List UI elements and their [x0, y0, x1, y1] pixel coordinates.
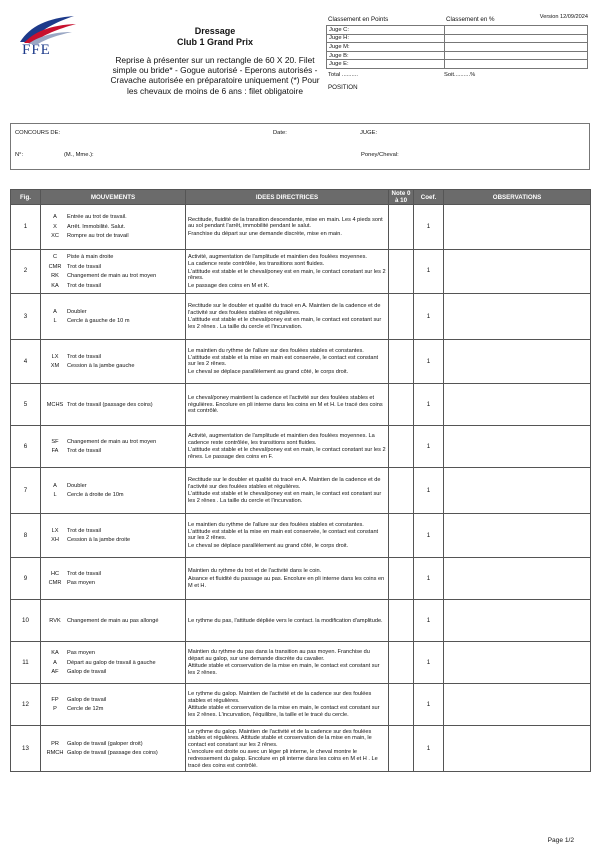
note-input-cell[interactable]: [389, 558, 414, 600]
idea-text: Le cheval/poney maintient la cadence et l'activité sur des foulées stables et régulières. Encolure en pli interne dans les coins en M et H. Le tracé des coins est contrôlé.: [188, 394, 383, 415]
competition-info-box: [10, 123, 590, 170]
total-label: Total ..........: [328, 72, 358, 78]
soit-label: Soit..........%: [444, 72, 476, 78]
note-input-cell[interactable]: [389, 684, 414, 726]
judge-label: Juge M:: [327, 43, 445, 52]
table-row: [11, 426, 591, 468]
coef-value: 1: [414, 514, 444, 558]
movement-code: A: [53, 482, 57, 489]
table-row: [11, 205, 591, 250]
coef-value: 1: [414, 340, 444, 384]
idea-text: Maintien du rythme du trot et de l'activité dans le coin.: [188, 568, 322, 575]
observations-cell[interactable]: [444, 468, 591, 514]
coef-value: 1: [414, 558, 444, 600]
movements-cell: [41, 684, 186, 726]
movement: [43, 580, 183, 587]
position-label: POSITION: [328, 84, 358, 91]
movement: [43, 750, 183, 757]
observations-cell[interactable]: [444, 684, 591, 726]
rider-label: (M., Mme.):: [64, 152, 94, 158]
movement-label: Changement de main au trot moyen: [67, 438, 157, 445]
date-label: Date:: [273, 130, 287, 136]
coef-value: 1: [414, 468, 444, 514]
observations-cell[interactable]: [444, 250, 591, 294]
movement-label: Cercle à droite de 10m: [67, 492, 124, 499]
fig-number: 2: [11, 250, 41, 294]
idea-text: Le cheval se déplace parallèlement au grand côté, le corps droit.: [188, 368, 349, 375]
ideas-cell: [186, 340, 389, 384]
judge-score-cell[interactable]: [445, 34, 588, 43]
fig-number: 6: [11, 426, 41, 468]
coef-value: 1: [414, 684, 444, 726]
ideas-cell: [186, 684, 389, 726]
fig-number: 10: [11, 600, 41, 642]
movement-label: Rompre au trot de travail: [67, 233, 129, 240]
movement: [43, 650, 183, 657]
observations-cell[interactable]: [444, 600, 591, 642]
doc-title: Dressage: [194, 26, 236, 36]
movement: [43, 273, 183, 280]
table-row: [11, 642, 591, 684]
table-row: [11, 340, 591, 384]
judge-label: Juge E:: [327, 60, 445, 69]
movements-cell: [41, 558, 186, 600]
movement: [43, 354, 183, 361]
movement-label: Cession à la jambe gauche: [67, 363, 135, 370]
movement: [43, 254, 183, 261]
idea-text: Rectitude sur le doubler et qualité du tracé en A. Maintien de la cadence et de l'activité sur des foulées stables et régulières.: [188, 303, 381, 316]
header-observations: OBSERVATIONS: [444, 190, 591, 205]
note-input-cell[interactable]: [389, 205, 414, 250]
movement: [43, 264, 183, 271]
movement: [43, 660, 183, 667]
movement: [43, 697, 183, 704]
movement-code: LX: [51, 353, 59, 360]
movement-code: RVK: [49, 617, 61, 624]
header-coef: Coef.: [414, 190, 444, 205]
movement-code: XC: [51, 233, 59, 240]
movement-label: Pas moyen: [67, 649, 95, 656]
movements-cell: [41, 205, 186, 250]
note-input-cell[interactable]: [389, 384, 414, 426]
idea-text: Le rythme du pas, l'attitude dépliée vers le contact. la modification d'amplitude.: [188, 617, 383, 624]
movement-label: Cercle de 12m: [67, 706, 104, 713]
header-mouvements: MOUVEMENTS: [41, 190, 186, 205]
movement: [43, 224, 183, 231]
movement: [43, 363, 183, 370]
movement-label: Piste à main droite: [67, 254, 114, 260]
judge-row: [327, 26, 588, 35]
movement-label: Changement de main au pas allongé: [67, 617, 159, 624]
observations-cell[interactable]: [444, 384, 591, 426]
judge-row: [327, 51, 588, 60]
table-row: [11, 600, 591, 642]
idea-text: Rectitude sur le doubler et qualité du tracé en A. Maintien de la cadence et de l'activité sur des foulées stables et régulières.: [188, 477, 381, 490]
observations-cell[interactable]: [444, 514, 591, 558]
observations-cell[interactable]: [444, 294, 591, 340]
movement: [43, 492, 183, 499]
idea-text: Activité, augmentation de l'amplitude et maintien des foulées moyennes. La cadence reste contrôlée, les transitions sont fluides.: [188, 433, 375, 446]
coef-value: 1: [414, 426, 444, 468]
coef-value: 1: [414, 205, 444, 250]
note-input-cell[interactable]: [389, 642, 414, 684]
version-label: Version 12/09/2024: [539, 14, 588, 20]
ideas-cell: [186, 600, 389, 642]
movements-cell: [41, 426, 186, 468]
movement-label: Galop de travail (passage des coins): [67, 750, 158, 757]
movement-label: Trot de travail: [67, 282, 101, 289]
movement-code: XH: [51, 537, 59, 544]
movement-label: Doubler: [67, 308, 87, 315]
observations-cell[interactable]: [444, 205, 591, 250]
coef-value: 1: [414, 600, 444, 642]
fig-number: 11: [11, 642, 41, 684]
movements-cell: [41, 514, 186, 558]
movements-cell: [41, 642, 186, 684]
idea-text: Le maintien du rythme de l'allure sur des foulées stables et constantes. L'attitude est stable et la mise en main est conservée, le contact est constant sur les 2 rênes.: [188, 522, 379, 542]
movement-code: PR: [51, 740, 59, 747]
page-number: Page 1/2: [547, 837, 574, 844]
idea-text: Activité, augmentation de l'amplitude et maintien des foulées moyennes.: [188, 253, 367, 260]
ideas-cell: [186, 384, 389, 426]
idea-text: Aisance et fluidité du passage au pas. Encolure en pli interne dans les coins en M et H.: [188, 576, 385, 589]
movement-code: RMCH: [46, 750, 64, 757]
ideas-cell: [186, 426, 389, 468]
ideas-cell: [186, 205, 389, 250]
judge-row: [327, 43, 588, 52]
judge-label: Juge B:: [327, 51, 445, 60]
movement-label: Trot de travail: [67, 448, 101, 455]
movement: [43, 318, 183, 325]
movement: [43, 448, 183, 455]
movement: [43, 283, 183, 290]
movements-cell: [41, 726, 186, 772]
movement-label: Entrée au trot de travail.: [67, 214, 127, 221]
movement-code: L: [53, 318, 57, 325]
table-row: [11, 468, 591, 514]
judge-score-cell[interactable]: [445, 60, 588, 69]
note-input-cell[interactable]: [389, 600, 414, 642]
movement: [43, 309, 183, 316]
idea-text: L'attitude est stable et le cheval/poney est en main, le contact constant sur les 2 rênes. Le passage des coins en F.: [188, 447, 386, 460]
table-row: [11, 558, 591, 600]
coef-value: 1: [414, 642, 444, 684]
note-input-cell[interactable]: [389, 468, 414, 514]
coef-value: 1: [414, 726, 444, 772]
idea-text: Attitude stable et conservation de la mise en main, le contact est constant sur les 2 rênes.: [188, 663, 380, 676]
movement-code: A: [53, 308, 57, 315]
idea-text: L'attitude est stable et le cheval/poney est en main, le contact est constant sur les 2 rênes . La taille du cercle et l'incurvation.: [188, 317, 382, 330]
movement-label: Départ au galop de travail à gauche: [67, 659, 156, 666]
doc-subtitle: Club 1 Grand Prix: [176, 37, 254, 47]
idea-text: Le maintien du rythme de l'allure sur des foulées stables et constantes. L'attitude est stable et la mise en main est conservée, le contact est constant sur les 2 rênes.: [188, 348, 379, 368]
movement-label: Cession à la jambe droite: [67, 537, 131, 544]
movement-label: Trot de travail: [67, 263, 101, 270]
number-label: N°:: [15, 152, 24, 158]
movement: [43, 233, 183, 240]
ideas-cell: [186, 642, 389, 684]
idea-text: Le rythme du galop. Maintien de l'activité et de la cadence sur des foulées stables et régulières.: [188, 691, 372, 704]
idea-text: Le cheval se déplace parallèlement au grand côté, le corps droit.: [188, 542, 349, 549]
ideas-cell: [186, 514, 389, 558]
table-row: [11, 294, 591, 340]
judge-row: [327, 34, 588, 43]
judge-label: Juge H:: [327, 34, 445, 43]
fig-number: 13: [11, 726, 41, 772]
note-input-cell[interactable]: [389, 514, 414, 558]
judge-score-cell[interactable]: [445, 26, 588, 35]
movement-code: AF: [51, 669, 59, 676]
fig-number: 12: [11, 684, 41, 726]
movement-code: CMR: [48, 263, 62, 270]
logo-text: FFE: [22, 42, 51, 58]
movement-code: FP: [51, 696, 59, 703]
note-input-cell[interactable]: [389, 426, 414, 468]
movement-label: Pas moyen: [67, 580, 95, 587]
movement-code: RK: [51, 273, 59, 280]
fig-number: 9: [11, 558, 41, 600]
movement-label: Arrêt. Immobilité. Salut.: [67, 223, 126, 230]
movements-cell: [41, 384, 186, 426]
judge-score-cell[interactable]: [445, 43, 588, 52]
juge-label: JUGE:: [360, 130, 378, 136]
table-row: [11, 684, 591, 726]
movement-label: Cercle à gauche de 10 m: [67, 318, 130, 325]
movement-label: Trot de travail: [67, 570, 101, 577]
movement-code: C: [52, 254, 58, 260]
movement-label: Galop de travail (galoper droit): [67, 740, 143, 747]
note-input-cell[interactable]: [389, 726, 414, 772]
movement-label: Galop de travail: [67, 696, 107, 703]
observations-cell[interactable]: [444, 726, 591, 772]
movement-code: FA: [51, 448, 59, 455]
movement: [43, 571, 183, 578]
table-row: [11, 384, 591, 426]
classement-pct-label: Classement en %: [446, 16, 495, 23]
judges-table: [326, 25, 588, 69]
fig-number: 7: [11, 468, 41, 514]
idea-text: Le passage des coins en M et K.: [188, 283, 270, 290]
movements-cell: [41, 294, 186, 340]
observations-cell[interactable]: [444, 642, 591, 684]
observations-cell[interactable]: [444, 426, 591, 468]
movements-cell: [41, 340, 186, 384]
movements-cell: [41, 250, 186, 294]
movement: [43, 618, 183, 625]
movement-code: KA: [51, 282, 59, 289]
movement: [43, 537, 183, 544]
movement-code: L: [53, 492, 57, 499]
classement-points-label: Classement en Points: [328, 16, 389, 23]
note-input-cell[interactable]: [389, 250, 414, 294]
observations-cell[interactable]: [444, 558, 591, 600]
fig-number: 1: [11, 205, 41, 250]
movement-code: XM: [50, 363, 60, 370]
coef-value: 1: [414, 250, 444, 294]
idea-text: L'encolure est droite ou avec un léger pli interne, le cheval montre le redressement du galop. Encolure en pli interne dans les coins en M et H . Le tracé des coins est contrôlé.: [188, 749, 378, 769]
header-fig: Fig.: [11, 190, 41, 205]
table-row: [11, 726, 591, 772]
movement: [43, 439, 183, 446]
movement-label: Trot de travail: [67, 353, 101, 360]
table-row: [11, 514, 591, 558]
coef-value: 1: [414, 294, 444, 340]
movement-code: A: [53, 214, 57, 221]
movements-cell: [41, 600, 186, 642]
ideas-cell: [186, 726, 389, 772]
ideas-cell: [186, 468, 389, 514]
movement: [43, 402, 183, 409]
movement-label: Doubler: [67, 482, 87, 489]
movement-code: CMR: [48, 580, 62, 587]
header-note: Note 0 à 10: [389, 190, 414, 205]
ideas-cell: [186, 294, 389, 340]
movement: [43, 669, 183, 676]
table-header-row: [11, 190, 591, 205]
note-input-cell[interactable]: [389, 340, 414, 384]
movement-code: X: [53, 223, 57, 230]
movement: [43, 706, 183, 713]
movement-code: MCHS: [46, 401, 64, 408]
movement: [43, 214, 183, 221]
table-row: [11, 250, 591, 294]
fig-number: 8: [11, 514, 41, 558]
idea-text: L'attitude est stable et le cheval/poney est en main, le contact est constant sur les 2 rênes . La taille du cercle et l'incurvation.: [188, 491, 382, 504]
judge-row: [327, 60, 588, 69]
header-idees: IDEES DIRECTRICES: [186, 190, 389, 205]
movement-code: HC: [50, 570, 60, 577]
movement: [43, 528, 183, 535]
idea-text: Rectitude, fluidité de la transition descendante, mise en main. Les 4 pieds sont au sol pendant l'arrêt, immobilité pendant le salut.: [188, 216, 383, 230]
idea-text: Franchise du départ sur une demande discrète, mise en main.: [188, 230, 342, 237]
movement-label: Trot de travail (passage des coins): [67, 401, 153, 408]
movement: [43, 483, 183, 490]
scoring-table: [10, 189, 591, 772]
fig-number: 3: [11, 294, 41, 340]
poney-cheval-label: Poney/Cheval:: [361, 152, 399, 158]
observations-cell[interactable]: [444, 340, 591, 384]
idea-text: L'attitude est stable et le cheval/poney est en main, le contact constant sur les 2 rênes.: [188, 268, 386, 282]
movement-code: P: [53, 706, 57, 713]
idea-text: Attitude stable et conservation de la mise en main, le contact est constant sur les 2 rênes. L'incurvation, l'équilibre, la taille et le tracé du cercle.: [188, 705, 380, 718]
ffe-logo: [16, 12, 86, 62]
title-block: [105, 26, 325, 96]
coef-value: 1: [414, 384, 444, 426]
movement-code: KA: [51, 649, 59, 656]
idea-text: Le rythme du galop. Maintien de l'activité et de la cadence sur des foulées stables et régulières. Attitude stable et conservation de la mise en main, le contact est constant sur les 2 rênes.: [188, 728, 372, 748]
movement-code: LX: [51, 527, 59, 534]
movement-label: Galop de travail: [67, 669, 107, 676]
fig-number: 4: [11, 340, 41, 384]
note-input-cell[interactable]: [389, 294, 414, 340]
movements-cell: [41, 468, 186, 514]
doc-description: Reprise à présenter sur un rectangle de 60 X 20. Filet simple ou bride* - Gogue autorisé - Eperons autorisés - Cravache autorisée en préparatoire uniquement (*) Pour les chevaux de moins de 6 ans : filet obligatoire: [110, 55, 320, 96]
idea-text: Maintien du rythme du pas dans la transition au pas moyen. Franchise du départ au galop, sur une demande discrète du cavalier.: [188, 649, 370, 662]
movement-label: Trot de travail: [67, 527, 101, 534]
movement-code: SF: [51, 438, 59, 445]
judge-score-cell[interactable]: [445, 51, 588, 60]
movement-label: Changement de main au trot moyen: [67, 273, 157, 280]
concours-label: CONCOURS DE:: [15, 130, 61, 136]
ideas-cell: [186, 250, 389, 294]
idea-text: La cadence reste contrôlée, les transitions sont fluides.: [188, 261, 325, 268]
judge-label: Juge C:: [327, 26, 445, 35]
movement: [43, 741, 183, 748]
fig-number: 5: [11, 384, 41, 426]
ideas-cell: [186, 558, 389, 600]
movement-code: A: [53, 659, 57, 666]
